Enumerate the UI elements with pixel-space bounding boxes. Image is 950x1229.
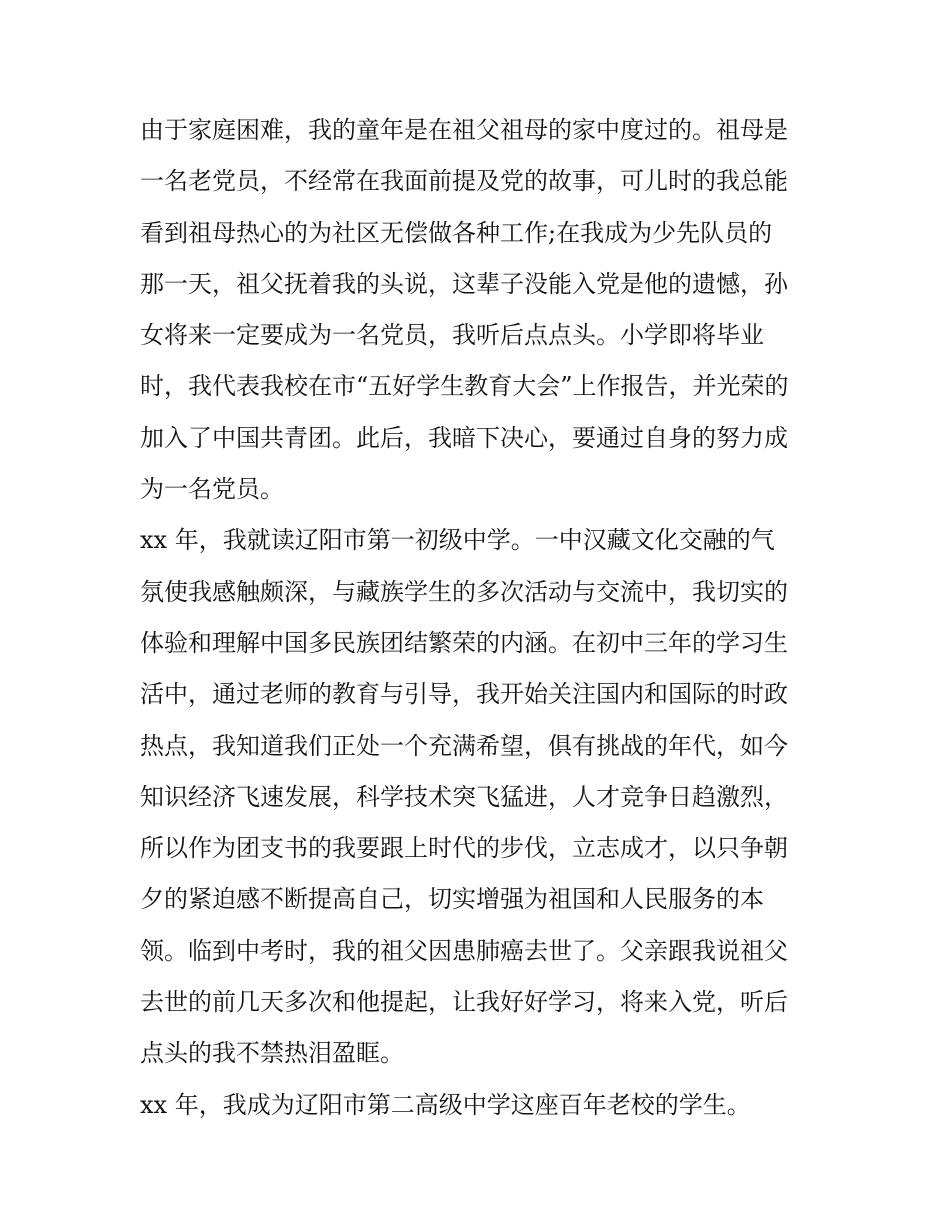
text-line: 那一天，祖父抚着我的头说，这辈子没能入党是他的遗憾，孙 (140, 269, 788, 298)
text-line: 看到祖母热心的为社区无偿做各种工作;在我成为少先队员的 (140, 218, 773, 247)
text-line: 所以作为团支书的我要跟上时代的步伐，立志成才，以只争朝 (140, 834, 788, 863)
text-line: 夕的紧迫感不断提高自己，切实增强为祖国和人民服务的本 (140, 885, 764, 914)
text-line: 为一名党员。 (140, 475, 284, 504)
text-line: 知识经济飞速发展，科学技术突飞猛进，人才竞争日趋激烈， (140, 782, 788, 811)
text-line: 时，我代表我校在市“五好学生教育大会”上作报告，并光荣的 (140, 372, 789, 401)
text-line: 领。临到中考时，我的祖父因患肺癌去世了。父亲跟我说祖父 (140, 936, 788, 965)
text-line: 热点，我知道我们正处一个充满希望，俱有挑战的年代，如今 (140, 731, 788, 760)
text-line: 一名老党员，不经常在我面前提及党的故事，可儿时的我总能 (140, 167, 788, 196)
text-line: xx 年，我就读辽阳市第一初级中学。一中汉藏文化交融的气 (140, 526, 775, 555)
text-line: 由于家庭困难，我的童年是在祖父祖母的家中度过的。祖母是 (140, 116, 788, 144)
text-line: 活中，通过老师的教育与引导，我开始关注国内和国际的时政 (140, 680, 788, 709)
text-line: 去世的前几天多次和他提起，让我好好学习，将来入党，听后 (140, 988, 788, 1017)
text-line: 点头的我不禁热泪盈眶。 (140, 1039, 404, 1068)
text-line: 氛使我感触颇深，与藏族学生的多次活动与交流中，我切实的 (140, 577, 788, 606)
text-line: 加入了中国共青团。此后，我暗下决心，要通过自身的努力成 (140, 423, 788, 452)
document-body (140, 105, 820, 1131)
text-line: 体验和理解中国多民族团结繁荣的内涵。在初中三年的学习生 (140, 628, 788, 657)
text-line: 女将来一定要成为一名党员，我听后点点头。小学即将毕业 (140, 321, 764, 350)
text-line: xx 年，我成为辽阳市第二高级中学这座百年老校的学生。 (140, 1090, 751, 1119)
